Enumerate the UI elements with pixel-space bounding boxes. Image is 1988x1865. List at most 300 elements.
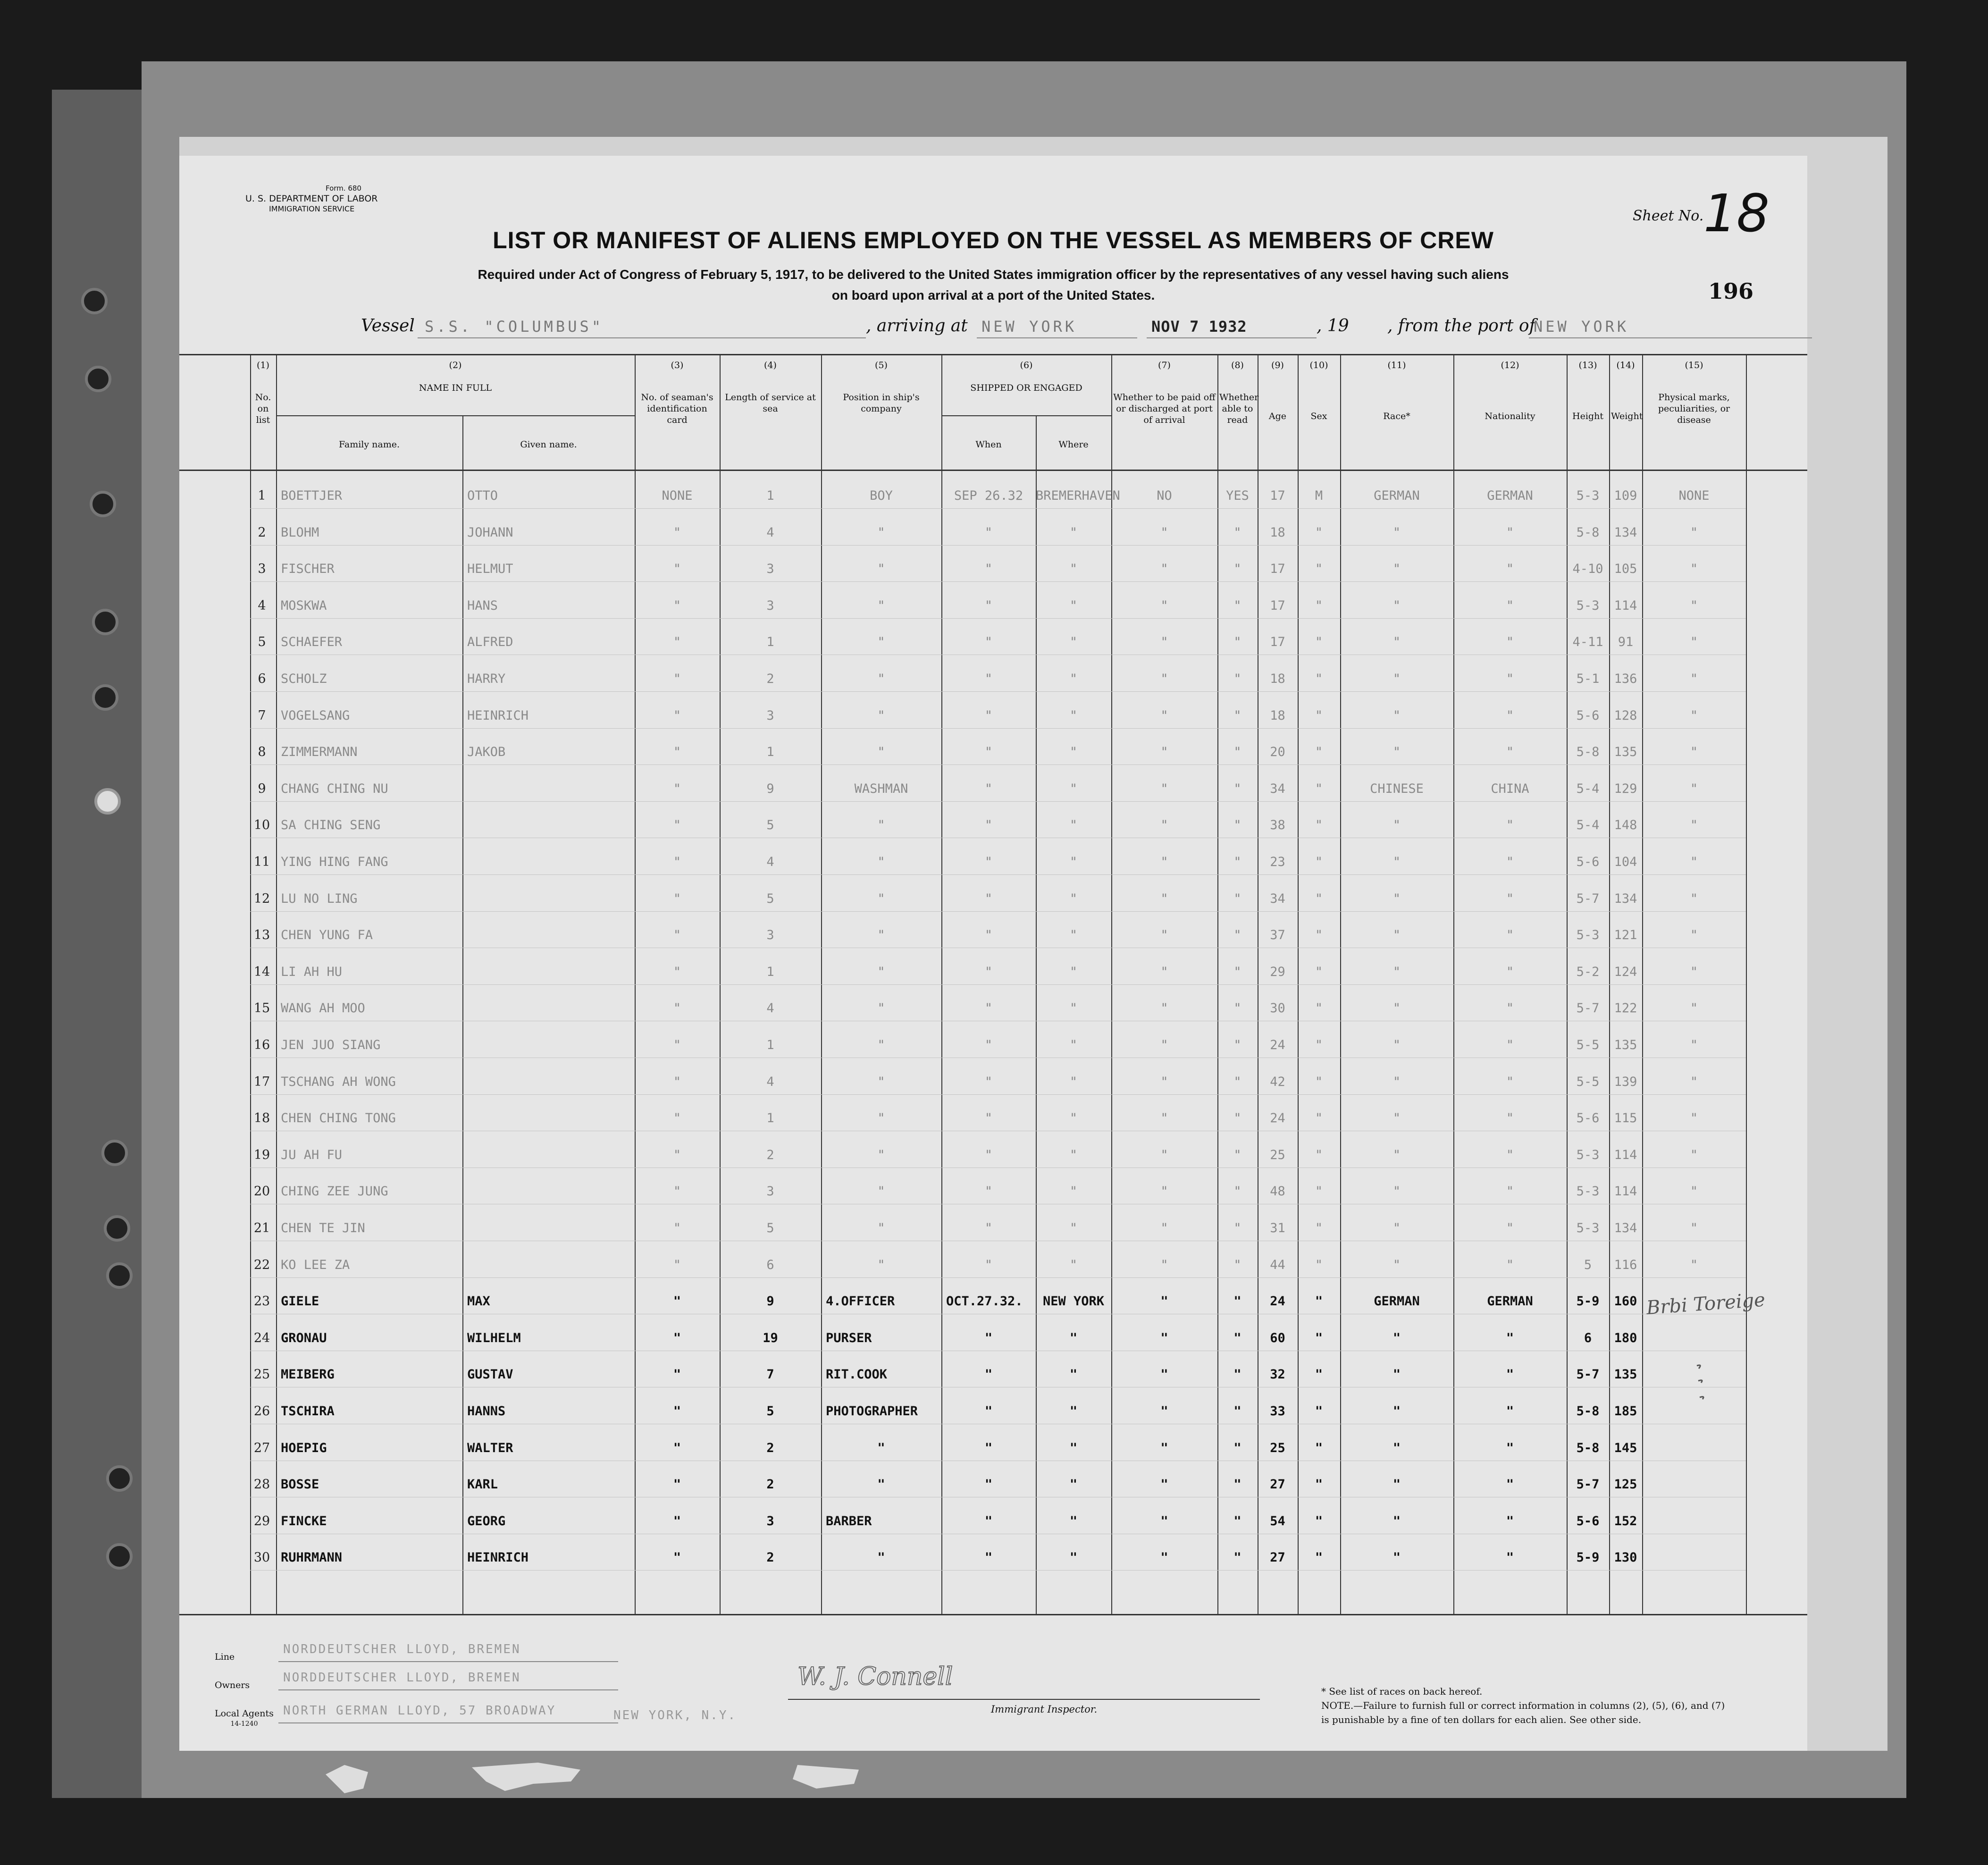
cell-read: " — [1233, 855, 1241, 869]
cell-nationality: " — [1506, 1111, 1514, 1126]
from-port: NEW YORK — [1534, 318, 1629, 336]
cell-service: 3 — [766, 708, 774, 723]
row-rule — [250, 984, 1746, 985]
header-rule — [179, 354, 1807, 355]
cell-weight: 134 — [1614, 525, 1637, 540]
cell-sex: " — [1315, 672, 1323, 686]
cell-age: 24 — [1270, 1294, 1285, 1309]
row-rule — [250, 691, 1746, 692]
cell-height: 5-3 — [1576, 598, 1600, 613]
cell-sex: " — [1315, 1477, 1323, 1492]
cell-service: 9 — [766, 781, 774, 796]
cell-marks: " — [1690, 928, 1698, 943]
cell-sex: " — [1315, 1440, 1323, 1455]
cell-sex: " — [1315, 562, 1323, 577]
cell-weight: 114 — [1614, 1184, 1637, 1199]
cell-height: 5-5 — [1576, 1074, 1600, 1089]
cell-when: " — [984, 928, 993, 943]
cell-sex: " — [1315, 1550, 1323, 1565]
cell-when: " — [984, 525, 993, 540]
cell-marks: " — [1690, 1221, 1698, 1235]
cell-where: " — [1069, 1147, 1078, 1162]
cell-given: HELMUT — [467, 562, 513, 577]
cell-race: " — [1392, 1257, 1401, 1272]
cell-height: 5-7 — [1576, 1001, 1600, 1016]
cell-given: WILHELM — [467, 1330, 521, 1345]
column-header-height: Height — [1572, 411, 1603, 421]
vessel-name: S.S. "COLUMBUS" — [425, 318, 604, 336]
cell-height: 5-3 — [1576, 1147, 1600, 1162]
cell-read: " — [1233, 928, 1241, 943]
cell-card: " — [673, 1294, 681, 1309]
row-rule — [250, 764, 1746, 765]
cell-when: " — [984, 781, 993, 796]
cell-card: NONE — [662, 488, 693, 503]
cell-age: 17 — [1270, 562, 1285, 577]
cell-when: OCT.27.32. — [946, 1294, 1023, 1309]
cell-marks: " — [1690, 1074, 1698, 1089]
cell-age: 29 — [1270, 964, 1285, 979]
cell-weight: 136 — [1614, 672, 1637, 686]
arriving-port: NEW YORK — [981, 318, 1077, 336]
cell-family: BLOHM — [281, 525, 319, 540]
cell-race: " — [1392, 1404, 1401, 1419]
column-number: (7) — [1158, 360, 1171, 370]
cell-age: 18 — [1270, 525, 1285, 540]
cell-read: " — [1233, 1513, 1241, 1529]
cell-nationality: " — [1506, 964, 1514, 979]
cell-where: " — [1069, 891, 1078, 906]
cell-marks: " — [1690, 818, 1698, 833]
cell-card: " — [673, 964, 681, 979]
cell-family: CHANG CHING NU — [281, 781, 388, 796]
cell-sex: " — [1315, 1001, 1323, 1016]
cell-no: 18 — [253, 1111, 270, 1126]
cell-age: 27 — [1270, 1477, 1285, 1492]
torn-paper-scrap — [316, 1756, 1354, 1812]
cell-nationality: " — [1506, 635, 1514, 650]
cell-weight: 145 — [1614, 1440, 1637, 1455]
cell-card: " — [673, 1367, 681, 1382]
cell-height: 5-3 — [1576, 488, 1600, 503]
cell-position: 4.OFFICER — [826, 1294, 895, 1309]
cell-position: " — [877, 708, 885, 723]
cell-age: 30 — [1270, 1001, 1285, 1016]
cell-paid: " — [1160, 1477, 1168, 1492]
cell-read: " — [1233, 1221, 1241, 1235]
cell-service: 4 — [766, 1001, 774, 1016]
cell-height: 5-6 — [1576, 708, 1600, 723]
cell-family: WANG AH MOO — [281, 1001, 365, 1016]
cell-when: " — [984, 1257, 993, 1272]
cell-when: " — [984, 855, 993, 869]
cell-weight: 115 — [1614, 1111, 1637, 1126]
cell-height: 5-6 — [1576, 1513, 1600, 1529]
cell-nationality: " — [1506, 1038, 1514, 1052]
cell-service: 5 — [766, 1221, 774, 1235]
cell-service: 1 — [766, 1038, 774, 1052]
cell-no: 17 — [253, 1074, 270, 1089]
cell-height: 5-8 — [1576, 1404, 1600, 1419]
cell-family: CHEN YUNG FA — [281, 928, 373, 943]
cell-age: 20 — [1270, 745, 1285, 760]
cell-card: " — [673, 562, 681, 577]
cell-age: 34 — [1270, 891, 1285, 906]
binder-hole — [92, 609, 118, 635]
binder-hole — [106, 1465, 133, 1492]
cell-given: HARRY — [467, 672, 506, 686]
header-rule — [941, 415, 1111, 416]
cell-weight: 114 — [1614, 598, 1637, 613]
column-header-no-on-list: No. on list — [255, 392, 271, 425]
cell-nationality: " — [1506, 1330, 1514, 1345]
cell-where: " — [1069, 1440, 1078, 1455]
cell-paid: " — [1160, 928, 1168, 943]
cell-marks: " — [1690, 708, 1698, 723]
cell-no: 20 — [253, 1184, 270, 1199]
cell-no: 2 — [258, 525, 266, 540]
row-rule — [250, 508, 1746, 509]
cell-paid: " — [1160, 1221, 1168, 1235]
cell-sex: " — [1315, 1367, 1323, 1382]
cell-height: 5-7 — [1576, 1477, 1600, 1492]
column-number: (1) — [257, 360, 269, 370]
handwritten-marks — [1642, 1289, 1766, 1406]
cell-when: " — [984, 1147, 993, 1162]
cell-weight: 109 — [1614, 488, 1637, 503]
cell-read: " — [1233, 672, 1241, 686]
cell-age: 18 — [1270, 708, 1285, 723]
cell-height: 5-8 — [1576, 525, 1600, 540]
cell-paid: NO — [1157, 488, 1172, 503]
local-agents-city: NEW YORK, N.Y. — [613, 1708, 737, 1722]
cell-weight: 135 — [1614, 1038, 1637, 1052]
cell-family: MOSKWA — [281, 598, 327, 613]
cell-height: 5-7 — [1576, 1367, 1600, 1382]
cell-where: " — [1069, 1001, 1078, 1016]
cell-read: " — [1233, 818, 1241, 833]
cell-marks: " — [1690, 964, 1698, 979]
table-bottom-rule — [179, 1614, 1807, 1615]
cell-family: BOETTJER — [281, 488, 343, 503]
cell-age: 24 — [1270, 1111, 1285, 1126]
cell-where: " — [1069, 1221, 1078, 1235]
cell-service: 5 — [766, 1404, 774, 1419]
column-header-sex: Sex — [1310, 411, 1327, 421]
cell-sex: " — [1315, 1294, 1323, 1309]
cell-position: " — [877, 598, 885, 613]
cell-marks: " — [1690, 525, 1698, 540]
cell-paid: " — [1160, 562, 1168, 577]
cell-sex: " — [1315, 745, 1323, 760]
cell-where: NEW YORK — [1042, 1294, 1105, 1309]
cell-age: 18 — [1270, 672, 1285, 686]
cell-race: " — [1392, 635, 1401, 650]
cell-no: 6 — [258, 672, 266, 686]
column-header-nationality: Nationality — [1485, 411, 1535, 421]
cell-sex: " — [1315, 855, 1323, 869]
column-header-position: Position in ship's company — [843, 392, 920, 414]
cell-read: " — [1233, 1330, 1241, 1345]
cell-sex: " — [1315, 1038, 1323, 1052]
cell-age: 34 — [1270, 781, 1285, 796]
cell-card: " — [673, 891, 681, 906]
cell-family: CHEN TE JIN — [281, 1221, 365, 1235]
row-rule — [250, 1277, 1746, 1278]
cell-when: " — [984, 1038, 993, 1052]
inspector-label: Immigrant Inspector. — [991, 1704, 1098, 1715]
cell-weight: 135 — [1614, 745, 1637, 760]
cell-no: 23 — [253, 1294, 270, 1309]
cell-nationality: " — [1506, 1257, 1514, 1272]
cell-position: " — [877, 855, 885, 869]
binder-hole — [101, 1140, 128, 1166]
line-value: NORDDEUTSCHER LLOYD, BREMEN — [283, 1642, 521, 1656]
vessel-label: Vessel — [361, 316, 415, 336]
cell-nationality: " — [1506, 525, 1514, 540]
cell-paid: " — [1160, 1038, 1168, 1052]
cell-where: " — [1069, 1550, 1078, 1565]
row-rule — [250, 581, 1746, 582]
cell-position: " — [877, 745, 885, 760]
cell-no: 5 — [258, 635, 266, 650]
local-agents-value: NORTH GERMAN LLOYD, 57 BROADWAY — [283, 1704, 556, 1718]
cell-service: 4 — [766, 855, 774, 869]
cell-race: " — [1392, 1330, 1401, 1345]
row-rule — [250, 618, 1746, 619]
cell-nationality: CHINA — [1491, 781, 1529, 796]
cell-race: " — [1392, 1477, 1401, 1492]
cell-service: 2 — [766, 1147, 774, 1162]
cell-age: 17 — [1270, 488, 1285, 503]
cell-card: " — [673, 1184, 681, 1199]
cell-read: " — [1233, 1038, 1241, 1052]
cell-service: 3 — [766, 1513, 774, 1529]
cell-card: " — [673, 745, 681, 760]
cell-card: " — [673, 781, 681, 796]
cell-where: " — [1069, 1111, 1078, 1126]
column-number: (14) — [1616, 360, 1635, 370]
cell-height: 5-4 — [1576, 781, 1600, 796]
cell-race: " — [1392, 855, 1401, 869]
cell-race: " — [1392, 1221, 1401, 1235]
cell-given: HEINRICH — [467, 708, 529, 723]
cell-race: " — [1392, 672, 1401, 686]
cell-when: SEP 26.32 — [954, 488, 1023, 503]
cell-paid: " — [1160, 1074, 1168, 1089]
cell-position: RIT.COOK — [826, 1367, 888, 1382]
cell-marks: " — [1690, 745, 1698, 760]
cell-position: " — [877, 928, 885, 943]
cell-service: 6 — [766, 1257, 774, 1272]
column-number: (12) — [1501, 360, 1519, 370]
cell-when: " — [984, 635, 993, 650]
cell-age: 27 — [1270, 1550, 1285, 1565]
cell-service: 2 — [766, 1477, 774, 1492]
cell-given: HEINRICH — [467, 1550, 529, 1565]
cell-height: 5-9 — [1576, 1550, 1600, 1565]
row-rule — [250, 874, 1746, 875]
cell-no: 13 — [253, 928, 270, 943]
row-rule — [250, 545, 1746, 546]
cell-weight: 148 — [1614, 818, 1637, 833]
cell-sex: " — [1315, 1404, 1323, 1419]
page-title: LIST OR MANIFEST OF ALIENS EMPLOYED ON THE VESSEL AS MEMBERS OF CREW — [493, 227, 1494, 253]
cell-card: " — [673, 928, 681, 943]
arriving-label: , arriving at — [866, 316, 968, 336]
cell-card: " — [673, 1550, 681, 1565]
binder-hole — [90, 491, 116, 517]
cell-read: " — [1233, 781, 1241, 796]
cell-no: 24 — [253, 1330, 270, 1345]
cell-weight: 121 — [1614, 928, 1637, 943]
cell-height: 4-10 — [1572, 562, 1603, 577]
cell-card: " — [673, 818, 681, 833]
cell-family: TSCHIRA — [281, 1404, 335, 1419]
cell-weight: 128 — [1614, 708, 1637, 723]
cell-sex: " — [1315, 635, 1323, 650]
cell-height: 5 — [1584, 1257, 1592, 1272]
cell-age: 17 — [1270, 598, 1285, 613]
cell-family: ZIMMERMANN — [281, 745, 358, 760]
cell-nationality: " — [1506, 1404, 1514, 1419]
cell-position: " — [877, 1257, 885, 1272]
cell-when: " — [984, 1367, 993, 1382]
cell-card: " — [673, 525, 681, 540]
cell-race: " — [1392, 1367, 1401, 1382]
cell-weight: 105 — [1614, 562, 1637, 577]
cell-given: HANNS — [467, 1404, 506, 1419]
cell-weight: 185 — [1614, 1404, 1637, 1419]
row-rule — [250, 911, 1746, 912]
cell-no: 22 — [253, 1257, 270, 1272]
cell-race: " — [1392, 525, 1401, 540]
cell-position: " — [877, 525, 885, 540]
manifest-sheet — [179, 156, 1807, 1751]
cell-paid: " — [1160, 1111, 1168, 1126]
cell-read: " — [1233, 1404, 1241, 1419]
cell-height: 5-1 — [1576, 672, 1600, 686]
cell-race: " — [1392, 708, 1401, 723]
cell-race: " — [1392, 891, 1401, 906]
cell-height: 5-8 — [1576, 745, 1600, 760]
cell-sex: M — [1315, 488, 1323, 503]
cell-race: " — [1392, 928, 1401, 943]
cell-when: " — [984, 1550, 993, 1565]
cell-card: " — [673, 1440, 681, 1455]
cell-given: JAKOB — [467, 745, 506, 760]
header-rule — [276, 415, 635, 416]
cell-family: TSCHANG AH WONG — [281, 1074, 396, 1089]
cell-given: OTTO — [467, 488, 498, 503]
cell-when: " — [984, 562, 993, 577]
cell-card: " — [673, 672, 681, 686]
cell-family: RUHRMANN — [281, 1550, 343, 1565]
cell-race: " — [1392, 1001, 1401, 1016]
cell-weight: 180 — [1614, 1330, 1637, 1345]
cell-where: BREMERHAVEN — [1036, 488, 1120, 503]
cell-position: " — [877, 1001, 885, 1016]
cell-when: " — [984, 1477, 993, 1492]
cell-nationality: GERMAN — [1487, 1294, 1533, 1309]
cell-sex: " — [1315, 1184, 1323, 1199]
cell-no: 3 — [258, 562, 266, 577]
cell-weight: 125 — [1614, 1477, 1637, 1492]
cell-weight: 122 — [1614, 1001, 1637, 1016]
cell-position: " — [877, 1038, 885, 1052]
cell-position: BARBER — [826, 1513, 872, 1529]
cell-age: 54 — [1270, 1513, 1285, 1529]
cell-paid: " — [1160, 1184, 1168, 1199]
cell-race: " — [1392, 1550, 1401, 1565]
cell-position: PURSER — [826, 1330, 872, 1345]
cell-race: " — [1392, 818, 1401, 833]
cell-service: 7 — [766, 1367, 774, 1382]
cell-paid: " — [1160, 1550, 1168, 1565]
local-agents-label: Local Agents 14-1240 — [215, 1708, 274, 1728]
cell-when: " — [984, 1184, 993, 1199]
cell-card: " — [673, 635, 681, 650]
cell-card: " — [673, 1477, 681, 1492]
cell-nationality: " — [1506, 818, 1514, 833]
cell-no: 25 — [253, 1367, 270, 1382]
cell-service: 4 — [766, 1074, 774, 1089]
cell-when: " — [984, 891, 993, 906]
cell-service: 1 — [766, 745, 774, 760]
owners-label: Owners — [215, 1680, 250, 1690]
cell-position: " — [877, 635, 885, 650]
cell-paid: " — [1160, 745, 1168, 760]
cell-marks: " — [1690, 855, 1698, 869]
cell-weight: 134 — [1614, 1221, 1637, 1235]
cell-position: " — [877, 1477, 885, 1492]
cell-sex: " — [1315, 1111, 1323, 1126]
cell-nationality: " — [1506, 1513, 1514, 1529]
cell-card: " — [673, 1111, 681, 1126]
cell-marks: " — [1690, 1147, 1698, 1162]
cell-read: " — [1233, 1184, 1241, 1199]
cell-service: 1 — [766, 488, 774, 503]
cell-weight: 135 — [1614, 1367, 1637, 1382]
cell-age: 42 — [1270, 1074, 1285, 1089]
cell-when: " — [984, 672, 993, 686]
cell-position: " — [877, 1147, 885, 1162]
cell-marks: " — [1690, 1184, 1698, 1199]
cell-read: " — [1233, 1257, 1241, 1272]
cell-card: " — [673, 1074, 681, 1089]
cell-family: SA CHING SENG — [281, 818, 381, 833]
cell-no: 15 — [253, 1001, 270, 1016]
cell-weight: 152 — [1614, 1513, 1637, 1529]
cell-paid: " — [1160, 1294, 1168, 1309]
cell-race: GERMAN — [1374, 488, 1420, 503]
cell-weight: 104 — [1614, 855, 1637, 869]
cell-service: 3 — [766, 928, 774, 943]
cell-where: " — [1069, 1404, 1078, 1419]
cell-height: 5-6 — [1576, 855, 1600, 869]
cell-age: 44 — [1270, 1257, 1285, 1272]
cell-service: 1 — [766, 635, 774, 650]
cell-family: HOEPIG — [281, 1440, 327, 1455]
cell-race: " — [1392, 1147, 1401, 1162]
column-rule — [462, 415, 463, 1614]
cell-paid: " — [1160, 1330, 1168, 1345]
cell-card: " — [673, 1513, 681, 1529]
cell-when: " — [984, 598, 993, 613]
cell-card: " — [673, 1257, 681, 1272]
column-number: (9) — [1271, 360, 1284, 370]
cell-nationality: " — [1506, 1001, 1514, 1016]
